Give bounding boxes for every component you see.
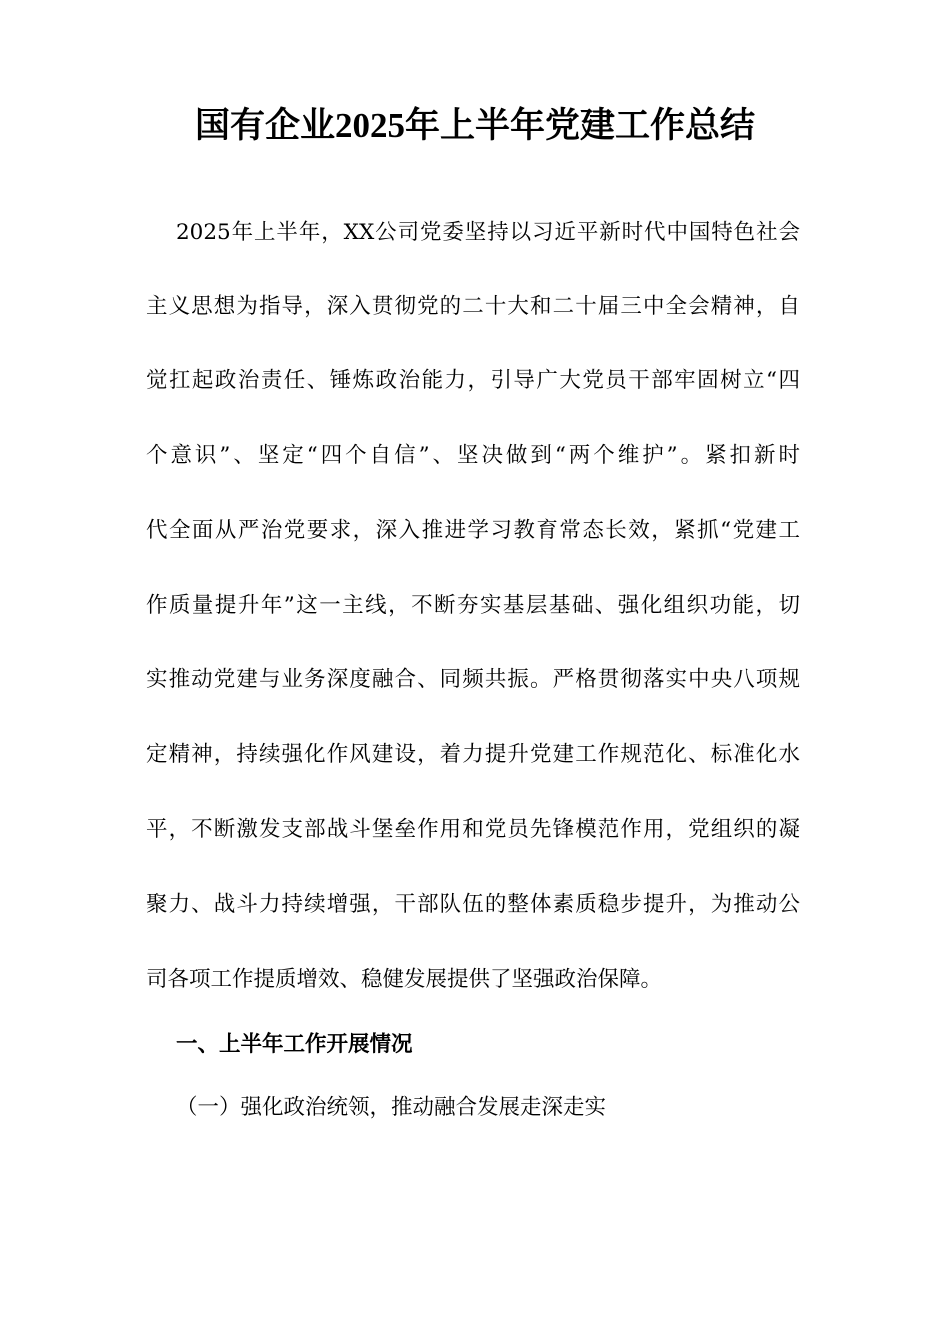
paragraph-line: 个意识”、坚定“四个自信”、坚决做到“两个维护”。紧扣新时 <box>146 443 800 468</box>
paragraph-line: 代全面从严治党要求，深入推进学习教育常态长效，紧抓“党建工 <box>146 518 800 543</box>
subsection-heading: （一）强化政治统领，推动融合发展走深走实 <box>176 1095 607 1120</box>
paragraph-line: 主义思想为指导，深入贯彻党的二十大和二十届三中全会精神，自 <box>146 294 800 319</box>
section-heading: 一、上半年工作开展情况 <box>176 1032 413 1057</box>
document-title: 国有企业2025年上半年党建工作总结 <box>194 106 755 145</box>
paragraph-line: 司各项工作提质增效、稳健发展提供了坚强政治保障。 <box>146 967 663 992</box>
paragraph-line: 作质量提升年”这一主线，不断夯实基层基础、强化组织功能，切 <box>146 593 800 618</box>
paragraph-line: 平，不断激发支部战斗堡垒作用和党员先锋模范作用，党组织的凝 <box>146 817 800 842</box>
paragraph-line: 聚力、战斗力持续增强，干部队伍的整体素质稳步提升，为推动公 <box>146 892 800 917</box>
paragraph-line: 觉扛起政治责任、锤炼政治能力，引导广大党员干部牢固树立“四 <box>146 368 800 393</box>
paragraph-line: 定精神，持续强化作风建设，着力提升党建工作规范化、标准化水 <box>146 742 800 767</box>
paragraph-line: 2025年上半年，XX公司党委坚持以习近平新时代中国特色社会 <box>176 220 800 245</box>
paragraph-line: 实推动党建与业务深度融合、同频共振。严格贯彻落实中央八项规 <box>146 667 800 692</box>
